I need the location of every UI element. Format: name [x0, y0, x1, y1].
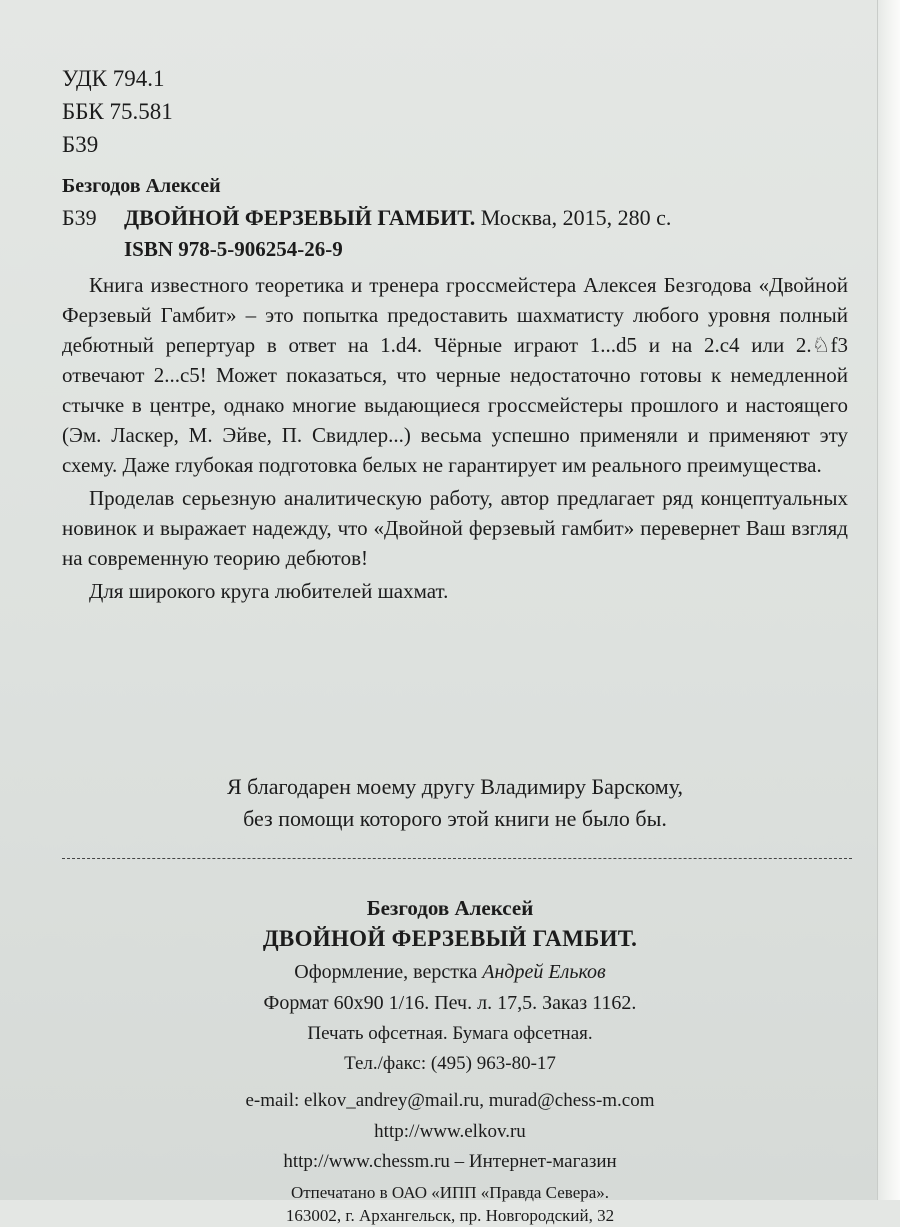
udk-code: УДК 794.1 — [62, 66, 165, 91]
design-label: Оформление, верстка — [294, 961, 483, 983]
card-title: ДВОЙНОЙ ФЕРЗЕВЫЙ ГАМБИТ. — [124, 205, 476, 230]
imprint-printed-by: Отпечатано в ОАО «ИПП «Правда Севера». — [290, 1183, 610, 1202]
isbn: ISBN 978-5-906254-26-9 — [124, 237, 343, 261]
imprint-website: http://www.elkov.ru — [374, 1121, 526, 1142]
card-publication: Москва, 2015, 280 с. — [475, 205, 672, 230]
imprint-author: Безгодов Алексей — [366, 896, 534, 920]
card-title-line — [62, 205, 671, 231]
imprint-shop: http://www.chessm.ru – Интернет-магазин — [283, 1151, 617, 1172]
designer-name: Андрей Ельков — [482, 961, 606, 983]
imprint-email: e-mail: elkov_andrey@mail.ru, murad@chess-m.com — [245, 1090, 655, 1111]
imprint-format: Формат 60x90 1/16. Печ. л. 17,5. Заказ 1162. — [263, 992, 637, 1014]
catalog-codes — [62, 62, 173, 161]
abstract — [62, 270, 848, 609]
imprint-phone: Тел./факс: (495) 963-80-17 — [344, 1053, 556, 1074]
card-author-mark: Б39 — [62, 205, 97, 230]
abstract-paragraph: Для широкого круга любителей шахмат. — [89, 579, 449, 603]
imprint-address: 163002, г. Архангельск, пр. Новгородский, 32 — [285, 1206, 615, 1225]
acknowledgement — [62, 771, 848, 835]
bbk-code: ББК 75.581 — [62, 99, 173, 124]
abstract-paragraph: Книга известного теоретика и тренера гроссмейстера Алексея Безгодова «Двойной Ферзевый Гамбит» – это попытка предоставить шахматисту любого уровня полный дебютный репертуар в ответ на 1.d4. Чёрные играют 1...d5 и на 2.c4 или 2.♘f3 отвечают 2...c5! Может показаться, что черные недостаточно готовы к немедленной стычке в центре, однако многие выдающиеся гроссмейстеры прошлого и настоящего (Эм. Ласкер, М. Эйве, П. Свидлер...) весьма успешно применяли и применяют эту схему. Даже глубокая подготовка белых не гарантирует им реального преимущества. — [62, 273, 848, 477]
card-author: Безгодов Алексей — [62, 175, 221, 197]
acknowledgement-line: Я благодарен моему другу Владимиру Барскому, — [226, 774, 684, 799]
abstract-paragraph: Проделав серьезную аналитическую работу, автор предлагает ряд концептуальных новинок и выражает надежду, что «Двойной ферзевый гамбит» перевернет Ваш взгляд на современную теорию дебютов! — [62, 486, 848, 570]
acknowledgement-line: без помощи которого этой книги не было бы. — [243, 806, 667, 831]
dashed-separator — [62, 858, 852, 859]
imprint-design — [0, 957, 900, 987]
imprint-printing: Печать офсетная. Бумага офсетная. — [307, 1023, 593, 1044]
imprint — [0, 893, 900, 1227]
imprint-title: ДВОЙНОЙ ФЕРЗЕВЫЙ ГАМБИТ. — [262, 926, 638, 951]
author-mark: Б39 — [62, 132, 99, 157]
